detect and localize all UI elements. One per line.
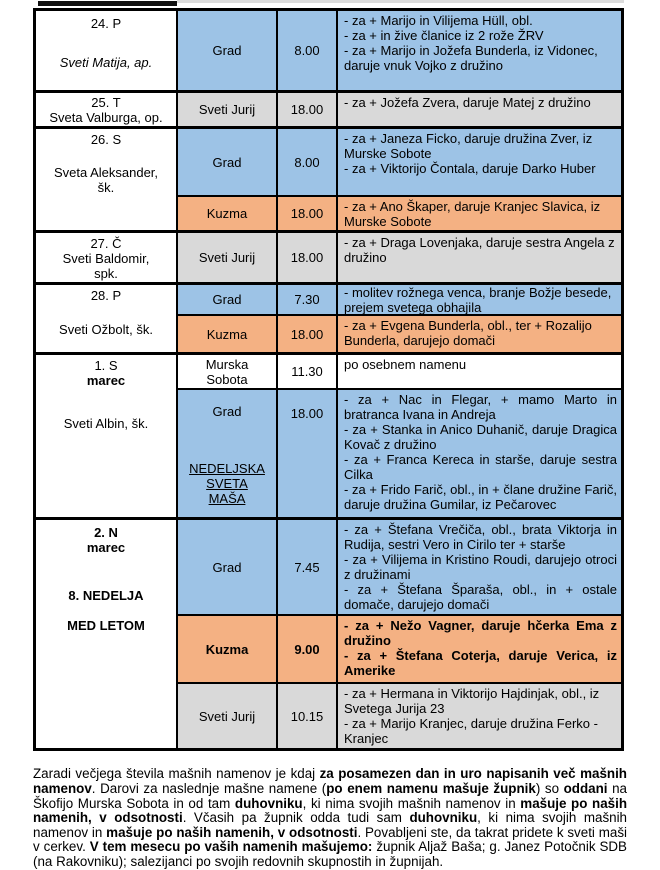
intentions-cell: - za + Draga Lovenjaka, daruje sestra Angela z družino (338, 233, 621, 282)
intentions-cell: - za + Jožefa Zvera, daruje Matej z družino (338, 93, 621, 126)
date-cell (36, 129, 178, 230)
time-cell: 8.00 (278, 11, 338, 90)
date-label: 26. S (90, 132, 122, 147)
footer-segment: duhovniku (234, 795, 303, 811)
location-cell: Grad (178, 11, 278, 90)
footer-segment: župnik Aljaž Baša; g. Janez Potočnik SDB (na Rakovniku); salezijanci po svojih redovnih skupnostih in župnijah. (33, 839, 627, 869)
mass-row (178, 233, 621, 282)
footer-segment: po enem namenu mašuje župnik (326, 780, 536, 796)
saint-name: Sveti Albin, šk. (63, 416, 149, 431)
mass-row (178, 285, 621, 316)
saint-name: Sveta Aleksander, šk. (53, 165, 159, 195)
schedule-group (36, 93, 621, 129)
mass-row (178, 684, 621, 748)
footer-segment: , ki nima svojih mašnih namenov in (302, 795, 521, 811)
date-cell (36, 93, 178, 126)
date-cell (36, 520, 178, 748)
intentions-cell: - za + Marijo in Vilijema Hüll, obl. - za + in žive članice iz 2 rože ŽRV - za + Marijo in Jožefa Bunderla, iz Vidonec, daruje vnuk Vojko z družino (338, 11, 621, 90)
intentions-cell: - za + Evgena Bunderla, obl., ter + Rozalijo Bunderla, darujejo domači (338, 316, 621, 352)
mass-row (178, 129, 621, 197)
footer-segment: na Škofijo Murska Sobota in od tam (33, 780, 627, 811)
time-cell: 10.15 (278, 684, 338, 748)
saint-name: Sveti Ožbolt, šk. (59, 322, 153, 337)
schedule-group (36, 520, 621, 748)
footer-segment: . Darovi za naslednje mašne namene ( (91, 780, 327, 796)
date-label: 1. S (94, 358, 118, 373)
schedule-group (36, 285, 621, 355)
footer-segment: ) so (535, 780, 564, 796)
mass-row (178, 11, 621, 90)
intentions-cell: - za + Hermana in Viktorijo Hajdinjak, obl., iz Svetega Jurija 23 - za + Marijo Kranjec, daruje družina Ferko - Kranjec (338, 684, 621, 748)
footer-segment: mašuje po naših namenih, v odsotnosti (106, 824, 358, 840)
location-cell: Kuzma (178, 197, 278, 230)
date-cell (36, 285, 178, 352)
intentions-cell: - za + Nac in Flegar, + mamo Marto in bratranca Ivana in Andreja - za + Stanka in Anico Duhanič, daruje Dragica Kovač z družino - za + Franca Kereca in starše, daruje sestra Cilka - za + Frido Farič, obl., in + člane družine Farič, daruje družina Gumilar, iz Pečarovec (338, 390, 621, 517)
saint-name: Sveta Valburga, op. (49, 110, 163, 125)
location-cell: Grad (178, 285, 278, 314)
date-label: 24. P (90, 16, 122, 31)
footer-paragraph (33, 767, 627, 869)
date-cell (36, 355, 178, 517)
date-label: 28. P (90, 288, 122, 303)
month-label: marec (86, 373, 126, 388)
intentions-cell: po osebnem namenu (338, 355, 621, 388)
saint-name: Sveti Matija, ap. (59, 55, 153, 70)
mass-schedule-table (33, 8, 624, 751)
location-cell: Kuzma (178, 616, 278, 682)
location-cell: Kuzma (178, 316, 278, 352)
date-label: 25. T (91, 95, 121, 110)
mass-row (178, 316, 621, 352)
location-cell: Sveti Jurij (178, 684, 278, 748)
intentions-cell: - za + Ano Škaper, daruje Kranjec Slavica, iz Murske Sobote (338, 197, 621, 230)
saint-name: Sveti Baldomir, spk. (62, 251, 150, 281)
date-cell (36, 233, 178, 282)
schedule-group (36, 11, 621, 93)
intentions-cell: - molitev rožnega venca, branje Božje besede, prejem svetega obhajila (338, 285, 621, 314)
location-cell: Sveti Jurij (178, 93, 278, 126)
time-cell: 18.00 (278, 316, 338, 352)
time-cell: 9.00 (278, 616, 338, 682)
footer-segment: . Včasih pa župnik odda tudi sam (182, 810, 410, 826)
footer-segment: za posamezen dan in uro napisanih več mašnih namenov (33, 766, 627, 796)
time-cell: 18.00 (278, 233, 338, 282)
month-label: marec (86, 540, 126, 555)
mass-row (178, 197, 621, 230)
sunday-title: 8. NEDELJA (68, 588, 144, 603)
location-cell: Sveti Jurij (178, 233, 278, 282)
time-cell (278, 390, 338, 517)
time-cell: 7.30 (278, 285, 338, 314)
location-cell: Grad (178, 520, 278, 614)
footer-segment: . Povabljeni ste, da takrat pridete k sveti maši v cerkev. (33, 824, 627, 855)
date-label: 27. Č (90, 236, 122, 251)
time-cell: 18.00 (278, 93, 338, 126)
mass-row (178, 93, 621, 126)
intentions-cell: - za + Nežo Vagner, daruje hčerka Ema z družino - za + Štefana Coterja, daruje Verica, iz Amerike (338, 616, 621, 682)
schedule-group (36, 233, 621, 285)
schedule-group (36, 355, 621, 520)
mass-row (178, 616, 621, 684)
intentions-cell: - za + Štefana Vrečiča, obl., brata Viktorja in Rudija, sestri Vero in Cirilo ter + starše - za + Vilijema in Kristino Roudi, darujejo otroci z družinami - za + Štefana Šparaša, obl., in + ostale domače, darujejo domači (338, 520, 621, 614)
time-label: 18.00 (290, 406, 324, 421)
footer-segment: mašuje po naših namenih, v odsotnosti (33, 795, 628, 826)
date-cell (36, 11, 178, 90)
footer-segment: duhovniku (409, 810, 478, 826)
time-cell: 11.30 (278, 355, 338, 388)
sunday-subtitle: MED LETOM (67, 618, 145, 633)
location-label: Grad (212, 404, 242, 419)
location-cell (178, 390, 278, 517)
mass-row (178, 390, 621, 517)
location-cell: Grad (178, 129, 278, 195)
location-cell: Murska Sobota (178, 355, 278, 388)
intentions-cell: - za + Janeza Ficko, daruje družina Zver, iz Murske Sobote - za + Viktorijo Čontala, daruje Darko Huber (338, 129, 621, 195)
footer-segment: oddani (563, 780, 608, 796)
top-cutoff-strip-light (177, 0, 624, 3)
time-cell: 8.00 (278, 129, 338, 195)
date-label: 2. N (94, 525, 118, 540)
time-cell: 18.00 (278, 197, 338, 230)
footer-segment: V tem mesecu po vaših namenih mašujemo: (89, 839, 373, 855)
footer-segment: Zaradi večjega števila mašnih namenov je kdaj (33, 766, 320, 782)
mass-row (178, 520, 621, 616)
schedule-group (36, 129, 621, 233)
footer-segment: , ki nima svojih mašnih namenov in (33, 810, 628, 840)
sunday-mass-note: NEDELJSKA SVETA MAŠA (189, 461, 265, 506)
top-cutoff-strip-dark (38, 1, 177, 6)
mass-row (178, 355, 621, 390)
time-cell: 7.45 (278, 520, 338, 614)
